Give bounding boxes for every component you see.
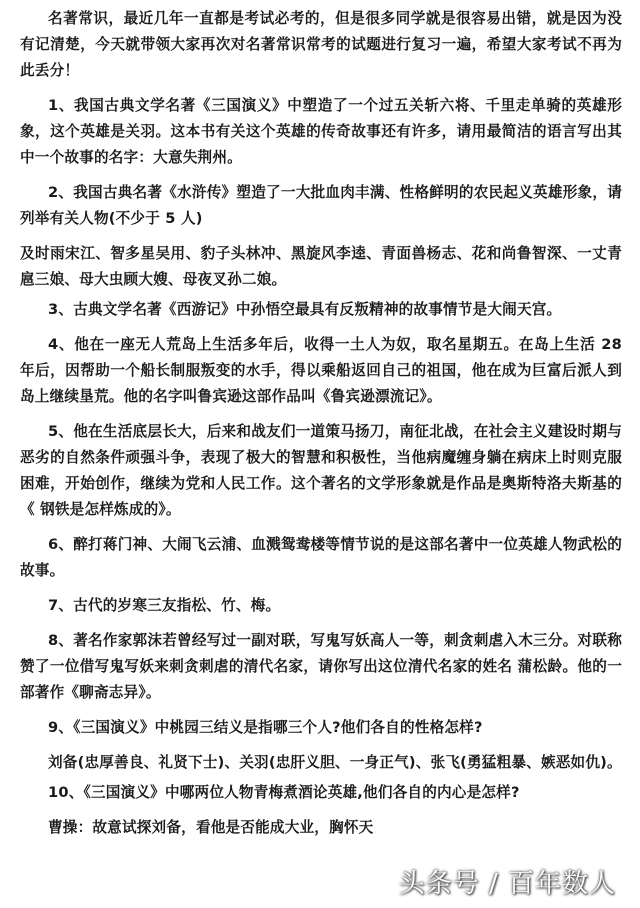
paragraph: 及时雨宋江、智多星吴用、豹子头林冲、黑旋风李逵、青面兽杨志、花和尚鲁智深、一丈青扈三娘、母大虫顾大嫂、母夜叉孙二娘。: [20, 245, 622, 288]
paragraph: 9、《三国演义》中桃园三结义是指哪三个人?他们各自的性格怎样?: [48, 719, 483, 736]
paragraph: 10、《三国演义》中哪两位人物青梅煮酒论英雄,他们各自的内心是怎样?: [48, 784, 520, 801]
paragraph: 4、他在一座无人荒岛上生活多年后，收得一土人为奴，取名星期五。在岛上生活 28 年后，因帮助一个船长制服叛变的水手，得以乘船返回自己的祖国，他在成为巨富后派人到岛上继续垦荒。他的名字叫鲁宾逊这部作品叫《鲁宾逊漂流记》。: [20, 336, 622, 405]
watermark: 头条号 / 百年数人: [398, 869, 616, 899]
paragraph: 6、醉打蒋门神、大闹飞云浦、血溅鸳鸯楼等情节说的是这部名著中一位英雄人物武松的故事。: [20, 536, 622, 579]
paragraph: 5、他在生活底层长大，后来和战友们一道策马扬刀，南征北战，在社会主义建设时期与恶劣的自然条件顽强斗争，表现了极大的智慧和积极性，当他病魔缠身躺在病床上时则克服困难，开始创作，继续为党和人民工作。这个著名的文学形象就是作品是奥斯特洛夫斯基的《 钢铁是怎样炼成的》。: [20, 423, 622, 518]
paragraph: 刘备(忠厚善良、礼贤下士)、关羽(忠肝义胆、一身正气)、张飞(勇猛粗暴、嫉恶如仇)。: [48, 754, 622, 771]
paragraph: 曹操：故意试探刘备，看他是否能成大业，胸怀天: [48, 819, 374, 836]
paragraph: 2、我国古典名著《水浒传》塑造了一大批血肉丰满、性格鲜明的农民起义英雄形象，请列举有关人物(不少于 5 人): [20, 184, 622, 227]
paragraph: 8、著名作家郭沫若曾经写过一副对联，写鬼写妖高人一等，刺贪刺虐入木三分。对联称赞了一位借写鬼写妖来刺贪刺虐的清代名家，请你写出这位清代名家的姓名 蒲松龄。他的一部著作《聊斋志异》。: [20, 632, 622, 701]
paragraph: 3、古典文学名著《西游记》中孙悟空最具有反叛精神的故事情节是大闹天宫。: [48, 301, 562, 318]
paragraph: 7、古代的岁寒三友指松、竹、梅。: [48, 597, 281, 614]
paragraph: 名著常识，最近几年一直都是考试必考的，但是很多同学就是很容易出错，就是因为没有记清楚，今天就带领大家再次对名著常识常考的试题进行复习一遍，希望大家考试不再为此丢分！: [20, 10, 622, 79]
paragraph: 1、我国古典文学名著《三国演义》中塑造了一个过五关斩六将、千里走单骑的英雄形象，这个英雄是关羽。这本书有关这个英雄的传奇故事还有许多，请用最简洁的语言写出其中一个故事的名字：大意失荆州。: [20, 97, 622, 166]
